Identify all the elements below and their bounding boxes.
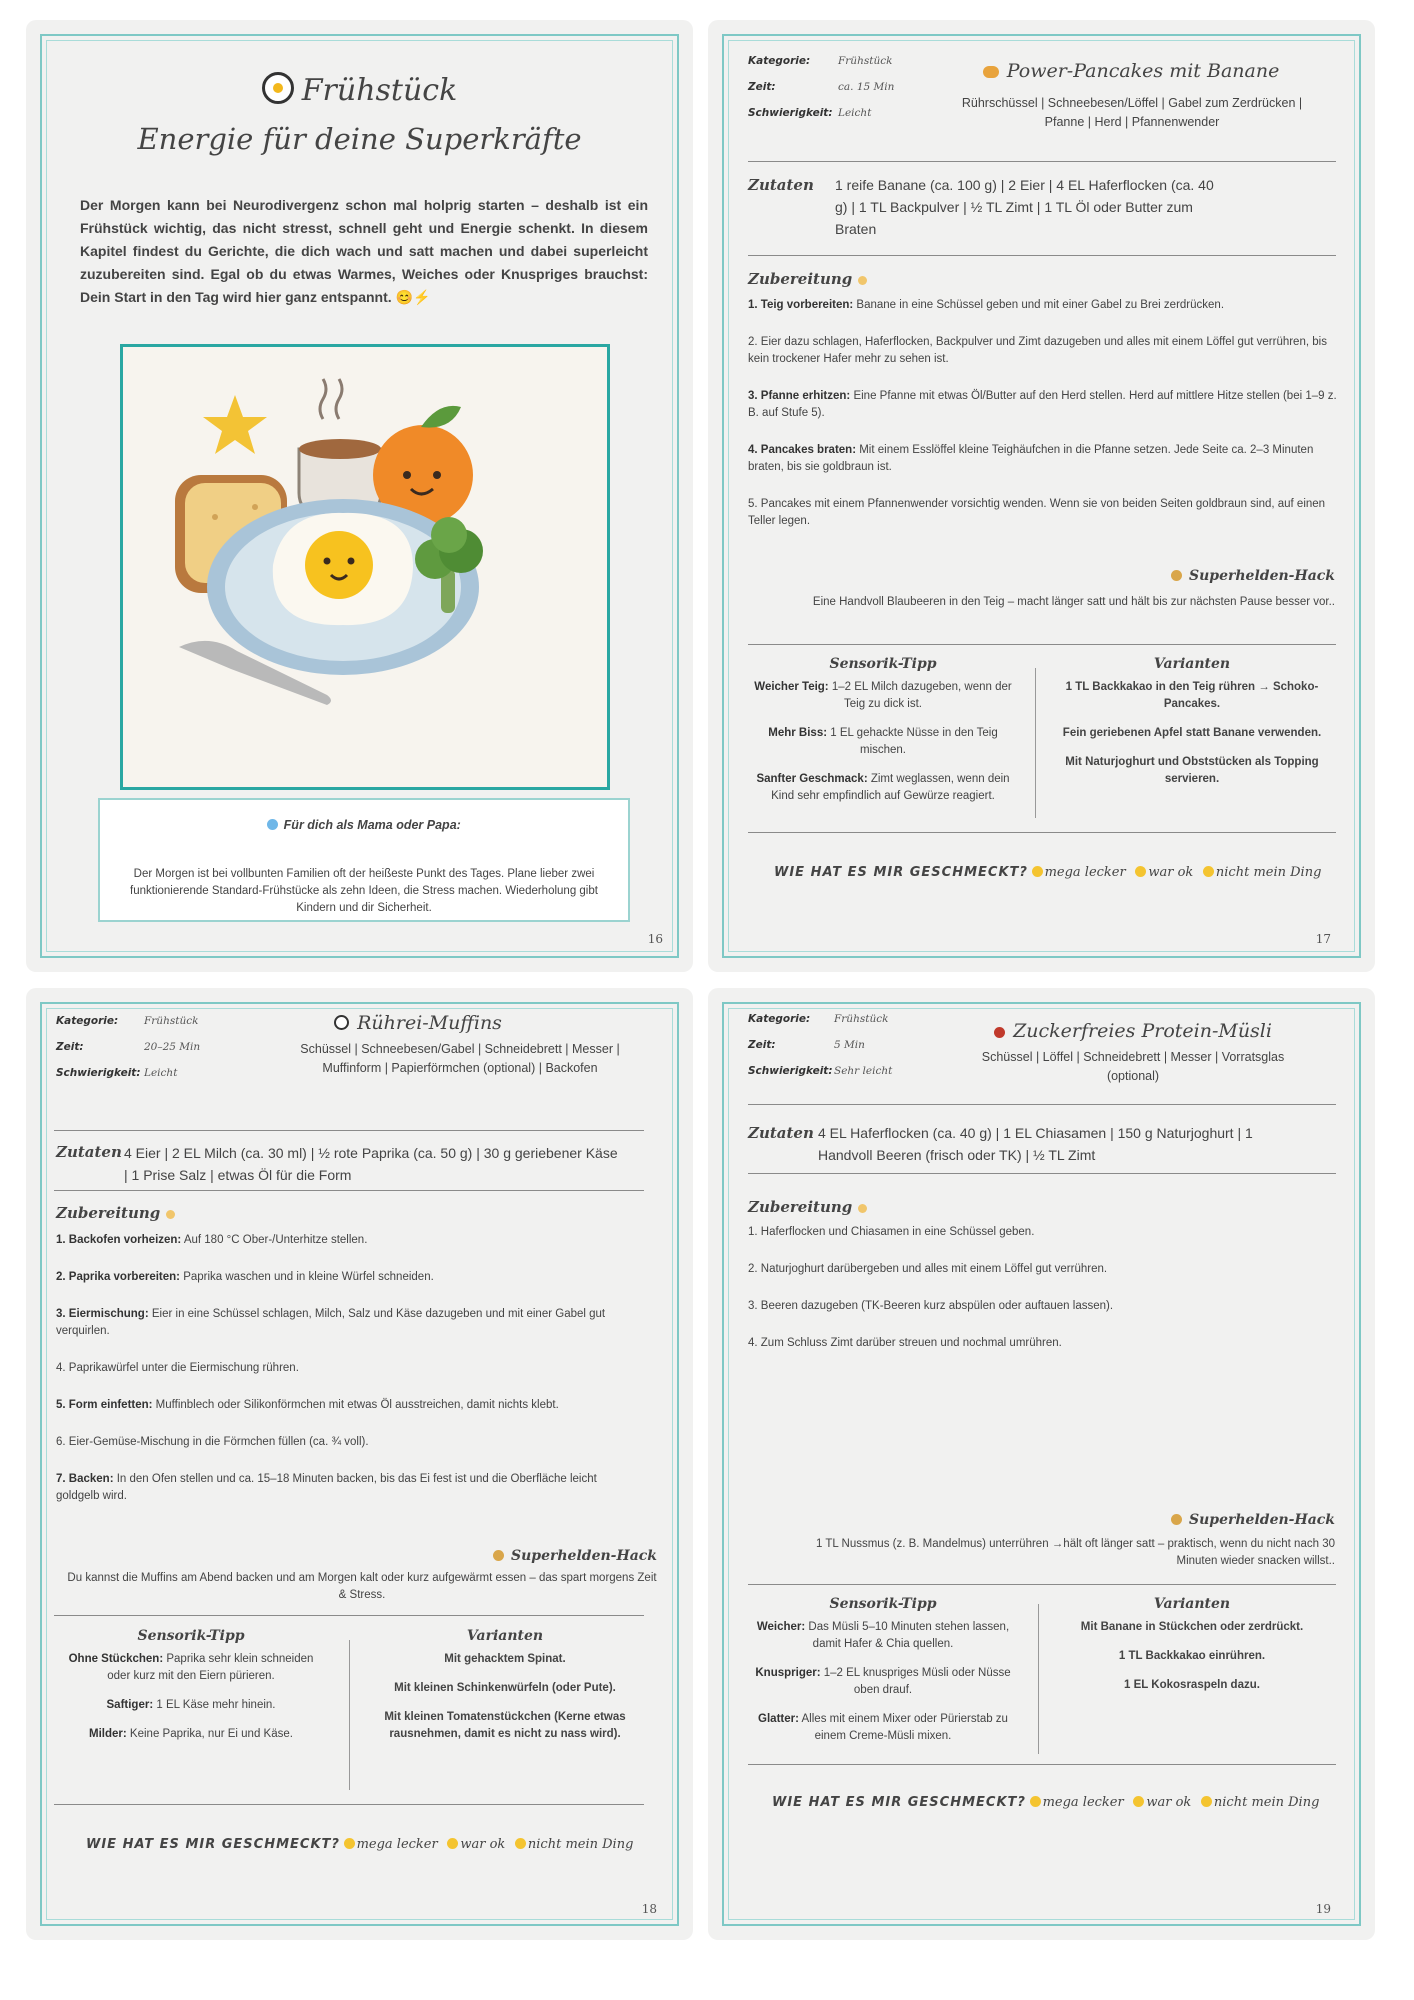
sensorik-item-text: 1 EL gehackte Nüsse in den Teig mischen. <box>827 727 998 756</box>
page-number: 17 <box>1315 932 1331 946</box>
step-title: 3. Pfanne erhitzen: <box>748 390 851 402</box>
divider <box>748 644 1336 645</box>
hack-label-text: Superhelden-Hack <box>1189 568 1335 584</box>
step-text: 4. Paprikawürfel unter die Eiermischung rühren. <box>56 1362 299 1374</box>
rating-option-war-ok[interactable]: war ok <box>460 1837 506 1852</box>
sensorik-item-title: Mehr Biss: <box>768 727 828 739</box>
varianten-item <box>1052 725 1332 742</box>
meta-label: Kategorie: <box>56 1015 119 1027</box>
sensorik-heading: Sensorik-Tipp <box>829 1596 937 1612</box>
varianten-item-text: 1 TL Backkakao in den Teig rühren → Schoko-Pancakes. <box>1065 681 1319 710</box>
rating-option-war-ok[interactable]: war ok <box>1148 865 1194 880</box>
step-item <box>56 1397 636 1414</box>
step-title: 1. Backofen vorheizen: <box>56 1234 182 1246</box>
zubereitung-label <box>748 270 869 288</box>
step-item <box>56 1269 636 1286</box>
step-item <box>56 1434 636 1451</box>
rating-row <box>86 1836 633 1852</box>
recipe-title-text: Power-Pancakes mit Banane <box>1006 60 1280 82</box>
zutaten-label: Zutaten <box>748 176 814 194</box>
step-text: 2. Naturjoghurt darübergeben und alles mit einem Löffel gut verrühren. <box>748 1263 1108 1275</box>
rating-option-nicht-mein-ding[interactable]: nicht mein Ding <box>527 1837 634 1852</box>
zutaten-text: 4 Eier | 2 EL Milch (ca. 30 ml) | ½ rote Paprika (ca. 50 g) | 30 g geriebener Käse | 1 Prise Salz | etwas Öl für die Form <box>124 1145 618 1183</box>
steps-list <box>56 1232 636 1525</box>
sensorik-item-text: 1–2 EL knuspriges Müsli oder Nüsse oben drauf. <box>820 1667 1011 1696</box>
upside-down-face-icon[interactable] <box>1203 866 1214 877</box>
neutral-face-icon[interactable] <box>1135 866 1146 877</box>
zubereitung-label-text: Zubereitung <box>748 1198 853 1216</box>
sensorik-item-title: Glatter: <box>758 1713 799 1725</box>
recipe-tools: Rührschüssel | Schneebesen/Löffel | Gabel zum Zerdrücken | Pfanne | Herd | Pfannenwender <box>961 96 1303 129</box>
page-number: 16 <box>647 932 663 946</box>
sensorik-column <box>748 656 1018 817</box>
steps-list <box>748 297 1338 550</box>
step-title: 5. Form einfetten: <box>56 1399 153 1411</box>
neutral-face-icon[interactable] <box>447 1838 458 1849</box>
step-text: Eine Pfanne mit etwas Öl/Butter auf den Herd stellen. Herd auf mittlere Hitze stellen (bei 1–9 z. B. auf Stufe 5). <box>748 390 1337 419</box>
sensorik-column <box>56 1628 326 1755</box>
star-shape <box>203 395 267 454</box>
column-divider <box>349 1640 350 1790</box>
step-item <box>748 297 1338 314</box>
varianten-item-text: Mit kleinen Tomatenstückchen (Kerne etwas rausnehmen, damit es nicht zu nass wird). <box>384 1711 626 1740</box>
sensorik-item-text: Paprika sehr klein schneiden oder kurz mit den Eiern pürieren. <box>107 1653 314 1682</box>
varianten-column <box>1052 1596 1332 1706</box>
hand-icon <box>166 1210 175 1219</box>
yum-face-icon[interactable] <box>1030 1796 1041 1807</box>
page-19 <box>708 988 1375 1940</box>
sensorik-item-text: 1 EL Käse mehr hinein. <box>153 1699 276 1711</box>
parent-tip-text: Der Morgen ist bei vollbunten Familien oft der heißeste Punkt des Tages. Plane lieber zwei funktionierende Standard-Frühstücke als zehn Ideen, die Stress machen. Wiederholung gibt Kindern und dir Sicherheit. <box>130 868 598 914</box>
step-text: In den Ofen stellen und ca. 15–18 Minuten backen, bis das Ei fest ist und die Oberfläche leicht goldgelb wird. <box>56 1473 597 1502</box>
recipe-title <box>966 60 1296 82</box>
varianten-heading: Varianten <box>1153 656 1231 672</box>
meta-zeit: ca. 15 Min <box>838 81 895 93</box>
divider <box>748 1104 1336 1105</box>
sensorik-item-title: Milder: <box>89 1728 127 1740</box>
step-item <box>748 1335 1328 1352</box>
sensorik-item-title: Knuspriger: <box>755 1667 821 1679</box>
varianten-item-text: 1 EL Kokosraspeln dazu. <box>1124 1679 1260 1691</box>
step-text: Auf 180 °C Ober-/Unterhitze stellen. <box>181 1234 368 1246</box>
divider <box>54 1804 644 1805</box>
sensorik-item-title: Ohne Stückchen: <box>68 1653 164 1665</box>
varianten-item-text: Fein geriebenen Apfel statt Banane verwenden. <box>1062 727 1322 739</box>
step-item <box>56 1471 636 1505</box>
sensorik-item <box>748 1665 1018 1699</box>
hack-label-text: Superhelden-Hack <box>511 1548 657 1564</box>
zubereitung-label <box>748 1198 869 1216</box>
varianten-item <box>360 1651 650 1668</box>
varianten-item <box>360 1680 650 1697</box>
divider <box>748 161 1336 162</box>
varianten-item-text: 1 TL Backkakao einrühren. <box>1118 1650 1266 1662</box>
sensorik-item <box>748 771 1018 805</box>
recipe-title <box>288 1012 548 1034</box>
recipe-title <box>948 1020 1318 1042</box>
sensorik-heading: Sensorik-Tipp <box>137 1628 245 1644</box>
page-number: 18 <box>641 1902 657 1916</box>
sensorik-item <box>748 1619 1018 1653</box>
step-item <box>748 1224 1328 1241</box>
step-title: 1. Teig vorbereiten: <box>748 299 854 311</box>
sensorik-item <box>748 725 1018 759</box>
varianten-item <box>360 1709 650 1743</box>
step-text: 2. Eier dazu schlagen, Haferflocken, Backpulver und Zimt dazugeben und alles mit einem Löffel gut verrühren, bis kein trockener Hafer mehr zu sehen ist. <box>748 336 1327 365</box>
step-text: Banane in eine Schüssel geben und mit einer Gabel zu Brei zerdrücken. <box>853 299 1225 311</box>
chapter-title <box>26 72 693 108</box>
meta-label: Kategorie: <box>748 55 811 67</box>
hack-text: Eine Handvoll Blaubeeren in den Teig – macht länger satt und hält bis zur nächsten Pause besser vor.. <box>812 596 1335 608</box>
chapter-subtitle: Energie für deine Superkräfte <box>137 122 582 156</box>
step-text: 4. Zum Schluss Zimt darüber streuen und nochmal umrühren. <box>748 1337 1062 1349</box>
upside-down-face-icon[interactable] <box>1201 1796 1212 1807</box>
zutaten-label: Zutaten <box>56 1143 122 1161</box>
sensorik-item-text: Zimt weglassen, wenn dein Kind sehr empfindlich auf Gewürze reagiert. <box>771 773 1010 802</box>
recipe-title-text: Zuckerfreies Protein-Müsli <box>1013 1020 1272 1042</box>
rating-question: WIE HAT ES MIR GESCHMECKT? <box>86 1837 340 1852</box>
column-divider <box>1035 668 1036 818</box>
meta-label: Zeit: <box>748 81 776 93</box>
pancake-icon <box>983 66 999 78</box>
step-text: 6. Eier-Gemüse-Mischung in die Förmchen füllen (ca. ¾ voll). <box>56 1436 369 1448</box>
step-text: Mit einem Esslöffel kleine Teighäufchen in die Pfanne setzen. Jede Seite ca. 2–3 Minuten braten, bis sie goldbraun ist. <box>748 444 1314 473</box>
sensorik-item-text: Keine Paprika, nur Ei und Käse. <box>126 1728 293 1740</box>
varianten-item <box>1052 754 1332 788</box>
rating-option-mega-lecker[interactable]: mega lecker <box>356 1837 438 1852</box>
rating-question: WIE HAT ES MIR GESCHMECKT? <box>774 865 1028 880</box>
sensorik-item-title: Weicher: <box>756 1621 806 1633</box>
hack-text: Du kannst die Muffins am Abend backen und am Morgen kalt oder kurz aufgewärmt essen – das spart morgens Zeit & Stress. <box>67 1572 657 1601</box>
recipe-tools: Schüssel | Schneebesen/Gabel | Schneidebrett | Messer | Muffinform | Papierförmchen (optional) | Backofen <box>300 1042 620 1075</box>
varianten-column <box>360 1628 650 1755</box>
rating-question: WIE HAT ES MIR GESCHMECKT? <box>772 1795 1026 1810</box>
step-item <box>748 334 1338 368</box>
step-text: Eier in eine Schüssel schlagen, Milch, Salz und Käse dazugeben und mit einer Gabel gut verquirlen. <box>56 1308 606 1337</box>
meta-label: Zeit: <box>56 1041 84 1053</box>
step-item <box>56 1232 636 1249</box>
step-text: 5. Pancakes mit einem Pfannenwender vorsichtig wenden. Wenn sie von beiden Seiten goldbraun sind, auf einen Teller legen. <box>748 498 1326 527</box>
speech-bubble-icon <box>267 819 278 830</box>
divider <box>54 1615 644 1616</box>
meta-schwierigkeit: Leicht <box>838 107 872 119</box>
meta-schwierigkeit: Leicht <box>144 1067 178 1079</box>
step-text: Muffinblech oder Silikonförmchen mit etwas Öl ausstreichen, damit nichts klebt. <box>152 1399 559 1411</box>
recipe-meta <box>748 1006 892 1084</box>
column-divider <box>1038 1604 1039 1754</box>
meta-zeit: 20–25 Min <box>144 1041 201 1053</box>
step-title: 7. Backen: <box>56 1473 114 1485</box>
superhero-icon <box>1171 1514 1182 1525</box>
sensorik-item <box>748 1711 1018 1745</box>
rating-row <box>772 1794 1319 1810</box>
recipe-meta <box>748 48 894 126</box>
rating-option-nicht-mein-ding[interactable]: nicht mein Ding <box>1213 1795 1320 1810</box>
meta-kategorie: Frühstück <box>838 55 893 67</box>
meta-zeit: 5 Min <box>834 1039 865 1051</box>
step-title: 3. Eiermischung: <box>56 1308 149 1320</box>
divider <box>748 1173 1336 1174</box>
step-text: 1. Haferflocken und Chiasamen in eine Schüssel geben. <box>748 1226 1035 1238</box>
divider <box>748 255 1336 256</box>
hand-icon <box>858 1204 867 1213</box>
meta-label: Zeit: <box>748 1039 776 1051</box>
magnifier-egg-icon <box>334 1015 349 1030</box>
step-title: 4. Pancakes braten: <box>748 444 857 456</box>
zutaten-label: Zutaten <box>748 1124 814 1142</box>
step-item <box>748 1261 1328 1278</box>
chapter-title-text: Frühstück <box>301 73 458 108</box>
parent-tip-box <box>98 798 630 922</box>
meta-kategorie: Frühstück <box>144 1015 199 1027</box>
varianten-item <box>1052 1677 1332 1694</box>
sensorik-item-title: Sanfter Geschmack: <box>756 773 868 785</box>
parent-tip-title <box>100 818 628 832</box>
recipe-meta <box>56 1008 200 1086</box>
divider <box>748 1764 1336 1765</box>
page-number: 19 <box>1315 1902 1331 1916</box>
zubereitung-label-text: Zubereitung <box>748 270 853 288</box>
sensorik-item <box>56 1697 326 1714</box>
varianten-column <box>1052 656 1332 800</box>
varianten-item <box>1052 1619 1332 1636</box>
divider <box>748 832 1336 833</box>
step-item <box>748 1298 1328 1315</box>
rating-option-mega-lecker[interactable]: mega lecker <box>1042 1795 1124 1810</box>
meta-kategorie: Frühstück <box>834 1013 889 1025</box>
page-16 <box>26 20 693 972</box>
sensorik-item <box>56 1726 326 1743</box>
divider <box>54 1130 644 1131</box>
varianten-item-text: Mit Naturjoghurt und Obststücken als Topping servieren. <box>1065 756 1319 785</box>
bowl-icon <box>994 1027 1005 1038</box>
zutaten-text: 1 reife Banane (ca. 100 g) | 2 Eier | 4 EL Haferflocken (ca. 40 g) | 1 TL Backpulver | ½ TL Zimt | 1 TL Öl oder Butter zum Braten <box>835 177 1214 237</box>
varianten-heading: Varianten <box>1153 1596 1231 1612</box>
neutral-face-icon[interactable] <box>1133 1796 1144 1807</box>
hack-text: 1 TL Nussmus (z. B. Mandelmus) unterrühren →hält oft länger satt – praktisch, wenn du nicht nach 30 Minuten wieder snacken willst.. <box>815 1538 1335 1567</box>
varianten-item-text: Mit gehacktem Spinat. <box>444 1653 566 1665</box>
superhero-icon <box>493 1550 504 1561</box>
step-text: Paprika waschen und in kleine Würfel schneiden. <box>180 1271 434 1283</box>
hack-label <box>493 1548 657 1564</box>
step-item <box>56 1360 636 1377</box>
page-18 <box>26 988 693 1940</box>
breakfast-illustration <box>120 344 610 790</box>
step-item <box>748 442 1338 476</box>
sensorik-item-text: 1–2 EL Milch dazugeben, wenn der Teig zu dick ist. <box>828 681 1012 710</box>
step-item <box>748 388 1338 422</box>
varianten-item-text: Mit kleinen Schinkenwürfeln (oder Pute). <box>394 1682 616 1694</box>
rating-option-nicht-mein-ding[interactable]: nicht mein Ding <box>1215 865 1322 880</box>
steps-list <box>748 1224 1328 1372</box>
sensorik-item <box>748 679 1018 713</box>
varianten-item <box>1052 1648 1332 1665</box>
recipe-tools: Schüssel | Löffel | Schneidebrett | Messer | Vorratsglas (optional) <box>981 1050 1285 1083</box>
yum-face-icon[interactable] <box>344 1838 355 1849</box>
divider <box>54 1190 644 1191</box>
upside-down-face-icon[interactable] <box>515 1838 526 1849</box>
zutaten-text: 4 EL Haferflocken (ca. 40 g) | 1 EL Chiasamen | 150 g Naturjoghurt | 1 Handvoll Beeren (frisch oder TK) | ½ TL Zimt <box>818 1125 1253 1163</box>
sensorik-column <box>748 1596 1018 1757</box>
sensorik-item-title: Weicher Teig: <box>754 681 829 693</box>
meta-schwierigkeit: Sehr leicht <box>834 1065 893 1077</box>
zubereitung-label-text: Zubereitung <box>56 1204 161 1222</box>
sensorik-item-text: Alles mit einem Mixer oder Pürierstab zu einem Creme-Müsli mixen. <box>798 1713 1008 1742</box>
superhero-icon <box>1171 570 1182 581</box>
rating-row <box>774 864 1321 880</box>
parent-tip-title-text: Für dich als Mama oder Papa: <box>283 818 461 832</box>
sensorik-item-text: Das Müsli 5–10 Minuten stehen lassen, damit Hafer & Chia quellen. <box>805 1621 1010 1650</box>
hand-icon <box>858 276 867 285</box>
step-item <box>56 1306 636 1340</box>
recipe-title-text: Rührei-Muffins <box>357 1012 502 1034</box>
meta-label: Schwierigkeit: <box>748 1065 833 1077</box>
sensorik-item-title: Saftiger: <box>106 1699 154 1711</box>
magnifier-egg-icon <box>262 72 294 104</box>
zubereitung-label <box>56 1204 177 1222</box>
hack-label-text: Superhelden-Hack <box>1189 1512 1335 1528</box>
meta-label: Schwierigkeit: <box>56 1067 141 1079</box>
varianten-item-text: Mit Banane in Stückchen oder zerdrückt. <box>1080 1621 1304 1633</box>
breakfast-illustration-svg <box>123 347 607 787</box>
hack-label <box>1171 1512 1335 1528</box>
step-title: 2. Paprika vorbereiten: <box>56 1271 180 1283</box>
yum-face-icon[interactable] <box>1032 866 1043 877</box>
step-item <box>748 496 1338 530</box>
varianten-item <box>1052 679 1332 713</box>
hack-label <box>1171 568 1335 584</box>
divider <box>748 1584 1336 1585</box>
sensorik-item <box>56 1651 326 1685</box>
rating-option-war-ok[interactable]: war ok <box>1146 1795 1192 1810</box>
meta-label: Kategorie: <box>748 1013 811 1025</box>
rating-option-mega-lecker[interactable]: mega lecker <box>1044 865 1126 880</box>
meta-label: Schwierigkeit: <box>748 107 833 119</box>
page-17 <box>708 20 1375 972</box>
chapter-intro: Der Morgen kann bei Neurodivergenz schon mal holprig starten – deshalb ist ein Frühstück wichtig, das nicht stresst, schnell geht und Energie schenkt. In diesem Kapitel findest du Gerichte, die dich wach und satt machen und dabei superleicht zuzubereiten sind. Egal ob du etwas Warmes, Weiches oder Knuspriges brauchst: Dein Start in den Tag wird hier ganz entspannt. 😊⚡ <box>80 197 648 305</box>
varianten-heading: Varianten <box>466 1628 544 1644</box>
sensorik-heading: Sensorik-Tipp <box>829 656 937 672</box>
step-text: 3. Beeren dazugeben (TK-Beeren kurz abspülen oder auftauen lassen). <box>748 1300 1114 1312</box>
